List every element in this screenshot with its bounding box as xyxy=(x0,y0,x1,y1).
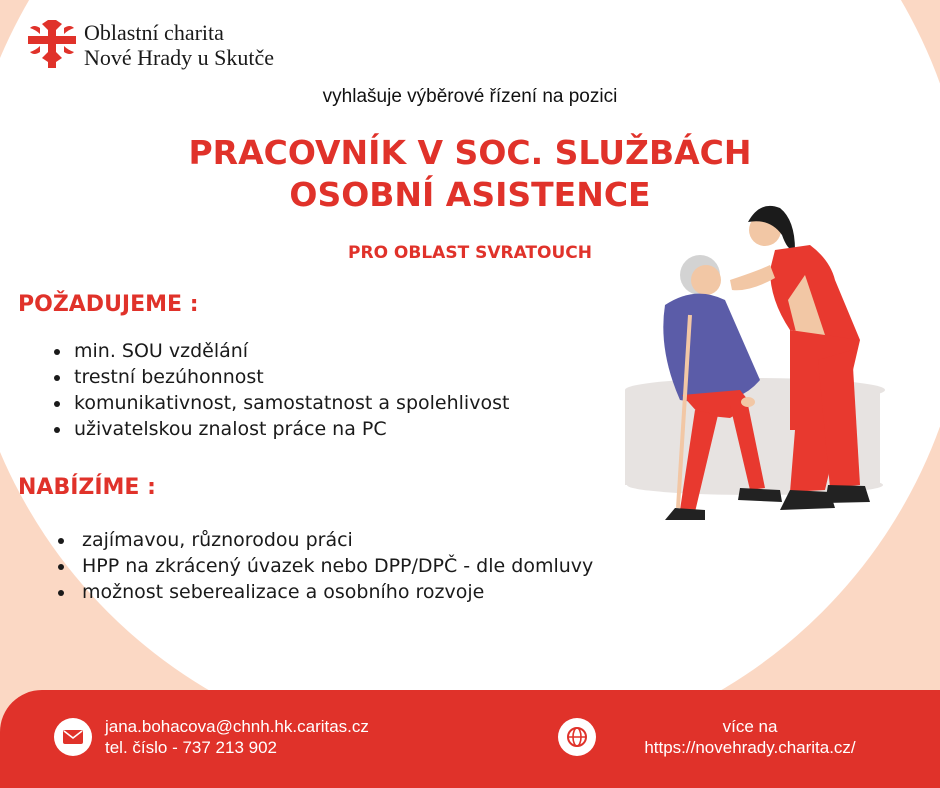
footer-bar xyxy=(0,690,940,788)
list-item: komunikativnost, samostatnost a spolehlivost xyxy=(52,390,509,416)
contact-info xyxy=(105,716,369,758)
job-location: PRO OBLAST SVRATOUCH xyxy=(348,243,592,263)
job-title-line2: OSOBNÍ ASISTENCE xyxy=(289,175,651,214)
mail-icon xyxy=(54,718,92,756)
caregiver-illustration xyxy=(620,190,890,535)
website-label: více na xyxy=(722,717,778,736)
list-item: zajímavou, různorodou práci xyxy=(52,527,593,553)
intro-text: vyhlašuje výběrové řízení na pozici xyxy=(322,86,618,107)
contact-phone: tel. číslo - 737 213 902 xyxy=(105,738,278,757)
list-item: trestní bezúhonnost xyxy=(52,364,509,390)
website-link[interactable]: https://novehrady.charita.cz/ xyxy=(644,738,856,757)
offers-list xyxy=(52,527,593,605)
charita-cross-icon xyxy=(26,18,78,70)
list-item: uživatelskou znalost práce na PC xyxy=(52,416,509,442)
organization-name-line1: Oblastní charita xyxy=(84,20,224,45)
requirements-heading: POŽADUJEME : xyxy=(18,292,199,317)
website-info xyxy=(600,716,900,758)
job-title-line1: PRACOVNÍK V SOC. SLUŽBÁCH xyxy=(188,133,752,172)
contact-email[interactable]: jana.bohacova@chnh.hk.caritas.cz xyxy=(105,717,369,736)
organization-name-line2: Nové Hrady u Skutče xyxy=(84,45,275,70)
organization-name xyxy=(84,20,274,70)
list-item: HPP na zkrácený úvazek nebo DPP/DPČ - dle domluvy xyxy=(52,553,593,579)
list-item: min. SOU vzdělání xyxy=(52,338,509,364)
offers-heading: NABÍZÍME : xyxy=(18,475,156,500)
requirements-list xyxy=(52,338,509,442)
list-item: možnost seberealizace a osobního rozvoje xyxy=(52,579,593,605)
globe-icon xyxy=(558,718,596,756)
